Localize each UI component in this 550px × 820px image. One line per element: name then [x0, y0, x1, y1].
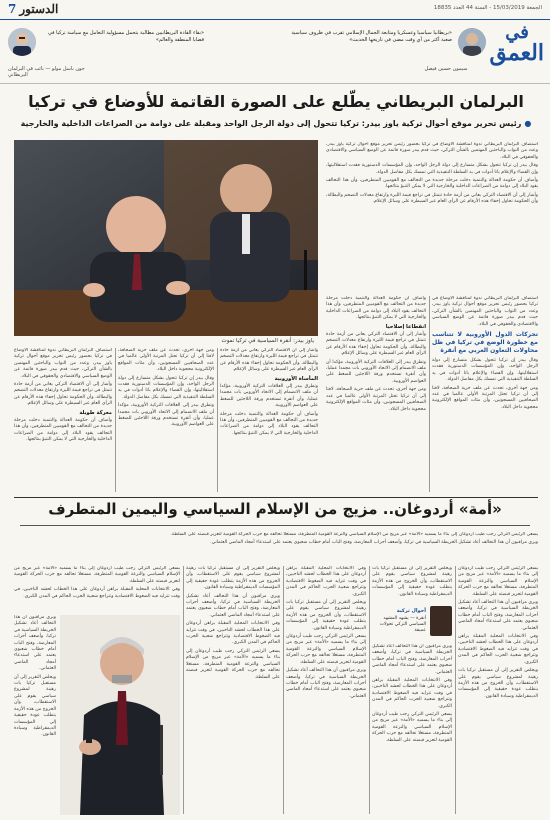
- author-name: جون باسل مولو — نائب في البرلمان البريطاني: [8, 66, 85, 78]
- author-name: سيمون حسين فيصل: [424, 66, 468, 72]
- author-photo: [430, 606, 452, 636]
- column-intro: استضاف البرلمان البريطاني ندوة لمناقشة الأوضاع في تركيا بحضور رئيس تحرير موقع أحوال تركية ياوز بيدر، وعدد من النواب والباحثين المهتمين بالشأن التركي، حيث قدم بيدر صورة قاتمة عن الوضع السياسي والاقتصادي والحقوقي في البلاد. وقال بيدر إن تركيا تتحول بشكل متسارع إلى دولة الرجل الواحد، وإن المؤسسات الدستورية فقدت استقلاليتها، وإن القضاء والإعلام باتا أدوات في يد السلطة التنفيذية التي تمسك بكل مفاصل الدولة. وأضاف أن حكومة العدالة والتنمية دخلت مرحلة جديدة من التحالف مع القوميين المتطرفين، وأن هذا التحالف يقود البلاد إلى دوامة من الصراعات الداخلية والخارجية التي لا يمكن التنبؤ بنتائجها. وأشار إلى أن الاقتصاد التركي يعاني من أزمة حادة تتمثل في تراجع قيمة الليرة وارتفاع معدلات التضخم والبطالة، وأن الحكومة تحاول إخفاء هذه الأرقام عن الرأي العام عبر السيطرة على وسائل الإعلام.: [326, 142, 538, 205]
- column-rule: [217, 348, 218, 492]
- page-number: 7: [8, 2, 17, 16]
- bottom-lead: يسعى الرئيس التركي رجب طيب أردوغان إلى بناء ما يسميه «الأمة» عبر مزيج من الإسلام السياسي والنزعة القومية المتطرفة، مستغلا تحالفه مع حزب الحركة القومية لتعزيز قبضته على السلطة. ويرى مراقبون أن هذا التحالف أعاد تشكيل الخريطة السياسية في تركيا، وأضعف أحزاب المعارضة، وفتح الباب أمام خطاب شعبوي يعتمد على استدعاء أمجاد الماضي العثماني.: [170, 532, 538, 546]
- column-mid-2: ومن جهة أخرى، تحدث عن ملف حرية الصحافة، لافتا إلى أن تركيا تحتل المرتبة الأولى عالميا في عدد الصحافيين المسجونين، وأن مئات المواقع الإلكترونية محجوبة داخل البلاد. وقال بيدر إن تركيا تتحول بشكل متسارع إلى دولة الرجل الواحد، وإن المؤسسات الدستورية فقدت استقلاليتها، وإن القضاء والإعلام باتا أدوات في يد السلطة التنفيذية التي تمسك بكل مفاصل الدولة. وتطرق بيدر إلى العلاقات التركية الأوروبية، مؤكدا أن ملف الانضمام إلى الاتحاد الأوروبي بات مجمدا عمليا، وأن أنقرة تستخدم ورقة اللاجئين للضغط على العواصم الأوروبية.: [118, 348, 214, 428]
- column-mid-3: استضاف البرلمان البريطاني ندوة لمناقشة الأوضاع في تركيا بحضور رئيس تحرير موقع أحوال تركية ياوز بيدر، وعدد من النواب والباحثين المهتمين بالشأن التركي، حيث قدم بيدر صورة قاتمة عن الوضع السياسي والاقتصادي والحقوقي في البلاد. وأشار إلى أن الاقتصاد التركي يعاني من أزمة حادة تتمثل في تراجع قيمة الليرة وارتفاع معدلات التضخم والبطالة، وأن الحكومة تحاول إخفاء هذه الأرقام عن الرأي العام عبر السيطرة على وسائل الإعلام. معركة طويلة وأضاف أن حكومة العدالة والتنمية دخلت مرحلة جديدة من التحالف مع القوميين المتطرفين، وأن هذا التحالف يقود البلاد إلى دوامة من الصراعات الداخلية والخارجية التي لا يمكن التنبؤ بنتائجها.: [14, 348, 112, 443]
- bullet-icon: ●: [524, 119, 532, 128]
- subhead: معركة طويلة: [79, 409, 112, 416]
- photo-caption: ياوز بيدر: أنقرة السياسية في تركيا تموت: [221, 338, 314, 344]
- subheadline: ●رئيس تحرير موقع أحوال تركية ياوز بيدر: تركيا تتحول إلى دولة الرجل الواحد ومقبلة على دوامة من الصراعات الداخلية والخارجية: [20, 119, 532, 128]
- masthead-bar: [0, 0, 550, 20]
- author-left: [8, 26, 208, 82]
- subhead: المأساة الأوروبية: [274, 375, 318, 382]
- subhead: انقطاعا إصلاحيا: [385, 323, 426, 330]
- column-mid-1: وأشار إلى أن الاقتصاد التركي يعاني من أزمة حادة تتمثل في تراجع قيمة الليرة وارتفاع معدلات التضخم والبطالة، وأن الحكومة تحاول إخفاء هذه الأرقام عن الرأي العام عبر السيطرة على وسائل الإعلام. المأساة الأوروبية وتطرق بيدر إلى العلاقات التركية الأوروبية، مؤكدا أن ملف الانضمام إلى الاتحاد الأوروبي بات مجمدا عمليا، وأن أنقرة تستخدم ورقة اللاجئين للضغط على العواصم الأوروبية. وأضاف أن حكومة العدالة والتنمية دخلت مرحلة جديدة من التحالف مع القوميين المتطرفين، وأن هذا التحالف يقود البلاد إلى دوامة من الصراعات الداخلية والخارجية التي لا يمكن التنبؤ بنتائجها.: [220, 348, 318, 436]
- author-right: [286, 26, 486, 82]
- bottom-column-1: يسعى الرئيس التركي رجب طيب أردوغان إلى بناء ما يسميه «الأمة» عبر مزيج من الإسلام السياسي والنزعة القومية المتطرفة، مستغلا تحالفه مع حزب الحركة القومية لتعزيز قبضته على السلطة. ويرى مراقبون أن هذا التحالف أعاد تشكيل الخريطة السياسية في تركيا، وأضعف أحزاب المعارضة، وفتح الباب أمام خطاب شعبوي يعتمد على استدعاء أمجاد الماضي العثماني. وفي الانتخابات المحلية المقبلة يراهن أردوغان على هذا الخطاب لحشد الناخبين، في وقت تتزايد فيه الضغوط الاقتصادية وتتراجع شعبية الحزب الحاكم في المدن الكبرى. ويخلص التقرير إلى أن مستقبل تركيا بات رهينة لمشروع سياسي يقوم على الاستقطاب، وأن الخروج من هذه الأزمة يتطلب عودة حقيقية إلى المؤسسات الديمقراطية وسيادة القانون.: [458, 566, 538, 699]
- author-quote: «بقاء القادة البريطانيين مطالبة بتحمل مسؤولية التعامل مع سياسة تركيا في قضايا المنطقة والعالم»: [47, 30, 204, 43]
- main-photo: [14, 140, 318, 336]
- bottom-column-5: يسعى الرئيس التركي رجب طيب أردوغان إلى بناء ما يسميه «الأمة» عبر مزيج من الإسلام السياسي والنزعة القومية المتطرفة، مستغلا تحالفه مع حزب الحركة القومية لتعزيز قبضته على السلطة. وفي الانتخابات المحلية المقبلة يراهن أردوغان على هذا الخطاب لحشد الناخبين، في وقت تتزايد فيه الضغوط الاقتصادية وتتراجع شعبية الحزب الحاكم في المدن الكبرى.: [14, 566, 180, 599]
- column-rule: [283, 566, 284, 814]
- masthead-brand: الدستور7: [8, 2, 59, 16]
- bottom-column-4: ويخلص التقرير إلى أن مستقبل تركيا بات رهينة لمشروع سياسي يقوم على الاستقطاب، وأن الخروج من هذه الأزمة يتطلب عودة حقيقية إلى المؤسسات الديمقراطية وسيادة القانون. ويرى مراقبون أن هذا التحالف أعاد تشكيل الخريطة السياسية في تركيا، وأضعف أحزاب المعارضة، وفتح الباب أمام خطاب شعبوي يعتمد على استدعاء أمجاد الماضي العثماني. وفي الانتخابات المحلية المقبلة يراهن أردوغان على هذا الخطاب لحشد الناخبين، في وقت تتزايد فيه الضغوط الاقتصادية وتتراجع شعبية الحزب الحاكم في المدن الكبرى. يسعى الرئيس التركي رجب طيب أردوغان إلى بناء ما يسميه «الأمة» عبر مزيج من الإسلام السياسي والنزعة القومية المتطرفة، مستغلا تحالفه مع حزب الحركة القومية لتعزيز قبضته على السلطة.: [186, 566, 280, 680]
- dateline: الجمعة 15/03/2019 - السنة 44 العدد 18835: [433, 5, 542, 11]
- section-label: في العمق: [489, 22, 544, 66]
- column-rule: [183, 566, 184, 814]
- second-headline: «أمة» أردوغان.. مزيج من الإسلام السياسي واليمين المتطرف: [48, 500, 502, 518]
- mini-author: أحوال تركية أنقرة — يشهد المشهد السياسي التركي تحولات عميقة: [372, 606, 452, 638]
- column-right-2: وأضاف أن حكومة العدالة والتنمية دخلت مرحلة جديدة من التحالف مع القوميين المتطرفين، وأن هذا التحالف يقود البلاد إلى دوامة من الصراعات الداخلية والخارجية التي لا يمكن التنبؤ بنتائجها. انقطاعا إصلاحيا وأشار إلى أن الاقتصاد التركي يعاني من أزمة حادة تتمثل في تراجع قيمة الليرة وارتفاع معدلات التضخم والبطالة، وأن الحكومة تحاول إخفاء هذه الأرقام عن الرأي العام عبر السيطرة على وسائل الإعلام. وتطرق بيدر إلى العلاقات التركية الأوروبية، مؤكدا أن ملف الانضمام إلى الاتحاد الأوروبي بات مجمدا عمليا، وأن أنقرة تستخدم ورقة اللاجئين للضغط على العواصم الأوروبية. ومن جهة أخرى، تحدث عن ملف حرية الصحافة، لافتا إلى أن تركيا تحتل المرتبة الأولى عالميا في عدد الصحافيين المسجونين، وأن مئات المواقع الإلكترونية محجوبة داخل البلاد.: [326, 296, 426, 412]
- main-headline: البرلمان البريطاني يطّلع على الصورة القاتمة للأوضاع في تركيا: [28, 92, 524, 111]
- bottom-column-2: ويرى مراقبون أن هذا التحالف أعاد تشكيل الخريطة السياسية في تركيا، وأضعف أحزاب المعارضة، وفتح الباب أمام خطاب شعبوي يعتمد على استدعاء أمجاد الماضي العثماني. وفي الانتخابات المحلية المقبلة يراهن أردوغان على هذا الخطاب لحشد الناخبين، في وقت تتزايد فيه الضغوط الاقتصادية وتتراجع شعبية الحزب الحاكم في المدن الكبرى. يسعى الرئيس التركي رجب طيب أردوغان إلى بناء ما يسميه «الأمة» عبر مزيج من الإسلام السياسي والنزعة القومية المتطرفة، مستغلا تحالفه مع حزب الحركة القومية لتعزيز قبضته على السلطة.: [372, 644, 452, 743]
- erdogan-photo: [60, 615, 180, 815]
- column-rule: [429, 296, 430, 492]
- pull-quote: تحركات الدول الأوروبية لا تتناسب مع خطورة الوضع في تركيا في ظل محاولات التعاون الغربي مع أنقرة: [432, 331, 538, 355]
- column-right-1: استضاف البرلمان البريطاني ندوة لمناقشة الأوضاع في تركيا بحضور رئيس تحرير موقع أحوال تركية ياوز بيدر، وعدد من النواب والباحثين المهتمين بالشأن التركي، حيث قدم بيدر صورة قاتمة عن الوضع السياسي والاقتصادي والحقوقي في البلاد. تحركات الدول الأوروبية لا تتناسب مع خطورة الوضع في تركيا في ظل محاولات التعاون الغربي مع أنقرة وقال بيدر إن تركيا تتحول بشكل متسارع إلى دولة الرجل الواحد، وإن المؤسسات الدستورية فقدت استقلاليتها، وإن القضاء والإعلام باتا أدوات في يد السلطة التنفيذية التي تمسك بكل مفاصل الدولة. ومن جهة أخرى، تحدث عن ملف حرية الصحافة، لافتا إلى أن تركيا تحتل المرتبة الأولى عالميا في عدد الصحافيين المسجونين، وأن مئات المواقع الإلكترونية محجوبة داخل البلاد.: [432, 296, 538, 410]
- author-quote: «بريطانيا سياسيا وعسكريا ومتابعة الجمال الإسلامي تقرب في ظروف سياسية صعبة أكثر من أي وقت مضى في تاريخها الحديث»: [291, 30, 452, 43]
- author-photo: [458, 28, 486, 56]
- column-rule: [369, 566, 370, 814]
- header-authors: [0, 22, 550, 84]
- column-rule: [455, 566, 456, 814]
- column-rule: [115, 348, 116, 492]
- bottom-column-6: ويرى مراقبون أن هذا التحالف أعاد تشكيل الخريطة السياسية في تركيا، وأضعف أحزاب المعارضة، وفتح الباب أمام خطاب شعبوي يعتمد على استدعاء أمجاد الماضي العثماني. ويخلص التقرير إلى أن مستقبل تركيا بات رهينة لمشروع سياسي يقوم على الاستقطاب، وأن الخروج من هذه الأزمة يتطلب عودة حقيقية إلى المؤسسات الديمقراطية وسيادة القانون.: [14, 615, 56, 738]
- section-rule: [14, 497, 538, 498]
- author-photo: [8, 28, 36, 56]
- bottom-column-2-top: ويخلص التقرير إلى أن مستقبل تركيا بات رهينة لمشروع سياسي يقوم على الاستقطاب، وأن الخروج من هذه الأزمة يتطلب عودة حقيقية إلى المؤسسات الديمقراطية وسيادة القانون.: [372, 566, 452, 597]
- bottom-column-3: وفي الانتخابات المحلية المقبلة يراهن أردوغان على هذا الخطاب لحشد الناخبين، في وقت تتزايد فيه الضغوط الاقتصادية وتتراجع شعبية الحزب الحاكم في المدن الكبرى. ويخلص التقرير إلى أن مستقبل تركيا بات رهينة لمشروع سياسي يقوم على الاستقطاب، وأن الخروج من هذه الأزمة يتطلب عودة حقيقية إلى المؤسسات الديمقراطية وسيادة القانون. يسعى الرئيس التركي رجب طيب أردوغان إلى بناء ما يسميه «الأمة» عبر مزيج من الإسلام السياسي والنزعة القومية المتطرفة، مستغلا تحالفه مع حزب الحركة القومية لتعزيز قبضته على السلطة. ويرى مراقبون أن هذا التحالف أعاد تشكيل الخريطة السياسية في تركيا، وأضعف أحزاب المعارضة، وفتح الباب أمام خطاب شعبوي يعتمد على استدعاء أمجاد الماضي العثماني.: [286, 566, 366, 699]
- headline-rule: [20, 525, 530, 526]
